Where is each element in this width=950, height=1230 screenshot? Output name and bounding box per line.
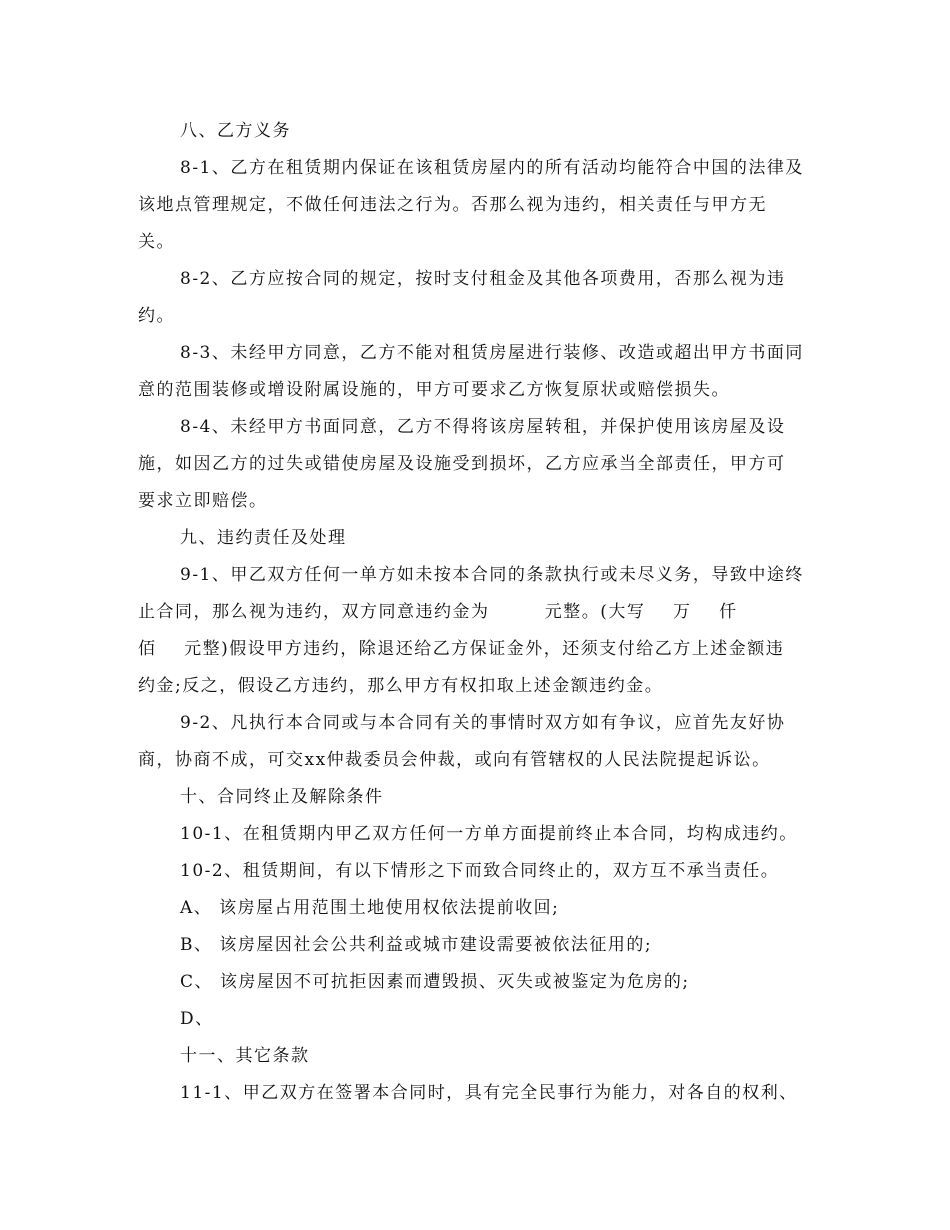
paragraph-line: 约金;反之，假设乙方违约，那么甲方有权扣取上述金额违约金。 bbox=[138, 676, 664, 696]
paragraph-line: 止合同，那么视为违约，双方同意违约金为 元整。(大写 万 仟 bbox=[138, 602, 738, 622]
paragraph-line: 9-1、甲乙双方任何一单方如未按本合同的条款执行或未尽义务，导致中途终 bbox=[180, 565, 804, 585]
paragraph-line: 8-3、未经甲方同意，乙方不能对租赁房屋进行装修、改造或超出甲方书面同 bbox=[180, 343, 804, 363]
list-item: C、 该房屋因不可抗拒因素而遭毁损、灭失或被鉴定为危房的; bbox=[180, 972, 690, 992]
section-heading-10: 十、合同终止及解除条件 bbox=[180, 787, 384, 807]
paragraph-line: 8-1、乙方在租赁期内保证在该租赁房屋内的所有活动均能符合中国的法律及 bbox=[180, 158, 804, 178]
paragraph-line: 施，如因乙方的过失或错使房屋及设施受到损坏，乙方应承当全部责任，甲方可 bbox=[138, 454, 786, 474]
section-heading-11: 十一、其它条款 bbox=[180, 1046, 310, 1066]
list-item: D、 bbox=[180, 1009, 214, 1029]
paragraph-line: 意的范围装修或增设附属设施的，甲方可要求乙方恢复原状或赔偿损失。 bbox=[138, 380, 730, 400]
paragraph-line: 商，协商不成，可交xx仲裁委员会仲裁，或向有管辖权的人民法院提起诉讼。 bbox=[138, 750, 771, 770]
paragraph-line: 10-1、在租赁期内甲乙双方任何一方单方面提前终止本合同，均构成违约。 bbox=[180, 824, 798, 844]
paragraph-line: 该地点管理规定，不做任何违法之行为。否那么视为违约，相关责任与甲方无 bbox=[138, 195, 767, 215]
list-item: A、 该房屋占用范围土地使用权依法提前收回; bbox=[180, 898, 560, 918]
paragraph-line: 关。 bbox=[138, 232, 175, 252]
list-item: B、 该房屋因社会公共利益或城市建设需要被依法征用的; bbox=[180, 935, 653, 955]
paragraph-line: 10-2、租赁期间，有以下情形之下而致合同终止的，双方互不承当责任。 bbox=[180, 861, 780, 881]
section-heading-9: 九、违约责任及处理 bbox=[180, 528, 347, 548]
section-heading-8: 八、乙方义务 bbox=[180, 121, 291, 141]
paragraph-line: 9-2、凡执行本合同或与本合同有关的事情时双方如有争议，应首先友好协 bbox=[180, 713, 786, 733]
paragraph-line: 约。 bbox=[138, 306, 175, 326]
paragraph-line: 8-4、未经甲方书面同意，乙方不得将该房屋转租，并保护使用该房屋及设 bbox=[180, 417, 786, 437]
paragraph-line: 8-2、乙方应按合同的规定，按时支付租金及其他各项费用，否那么视为违 bbox=[180, 269, 786, 289]
paragraph-line: 佰 元整)假设甲方违约，除退还给乙方保证金外，还须支付给乙方上述金额违 bbox=[138, 639, 785, 659]
paragraph-line: 要求立即赔偿。 bbox=[138, 491, 268, 511]
paragraph-line: 11-1、甲乙双方在签署本合同时，具有完全民事行为能力，对各自的权利、 bbox=[180, 1083, 798, 1103]
